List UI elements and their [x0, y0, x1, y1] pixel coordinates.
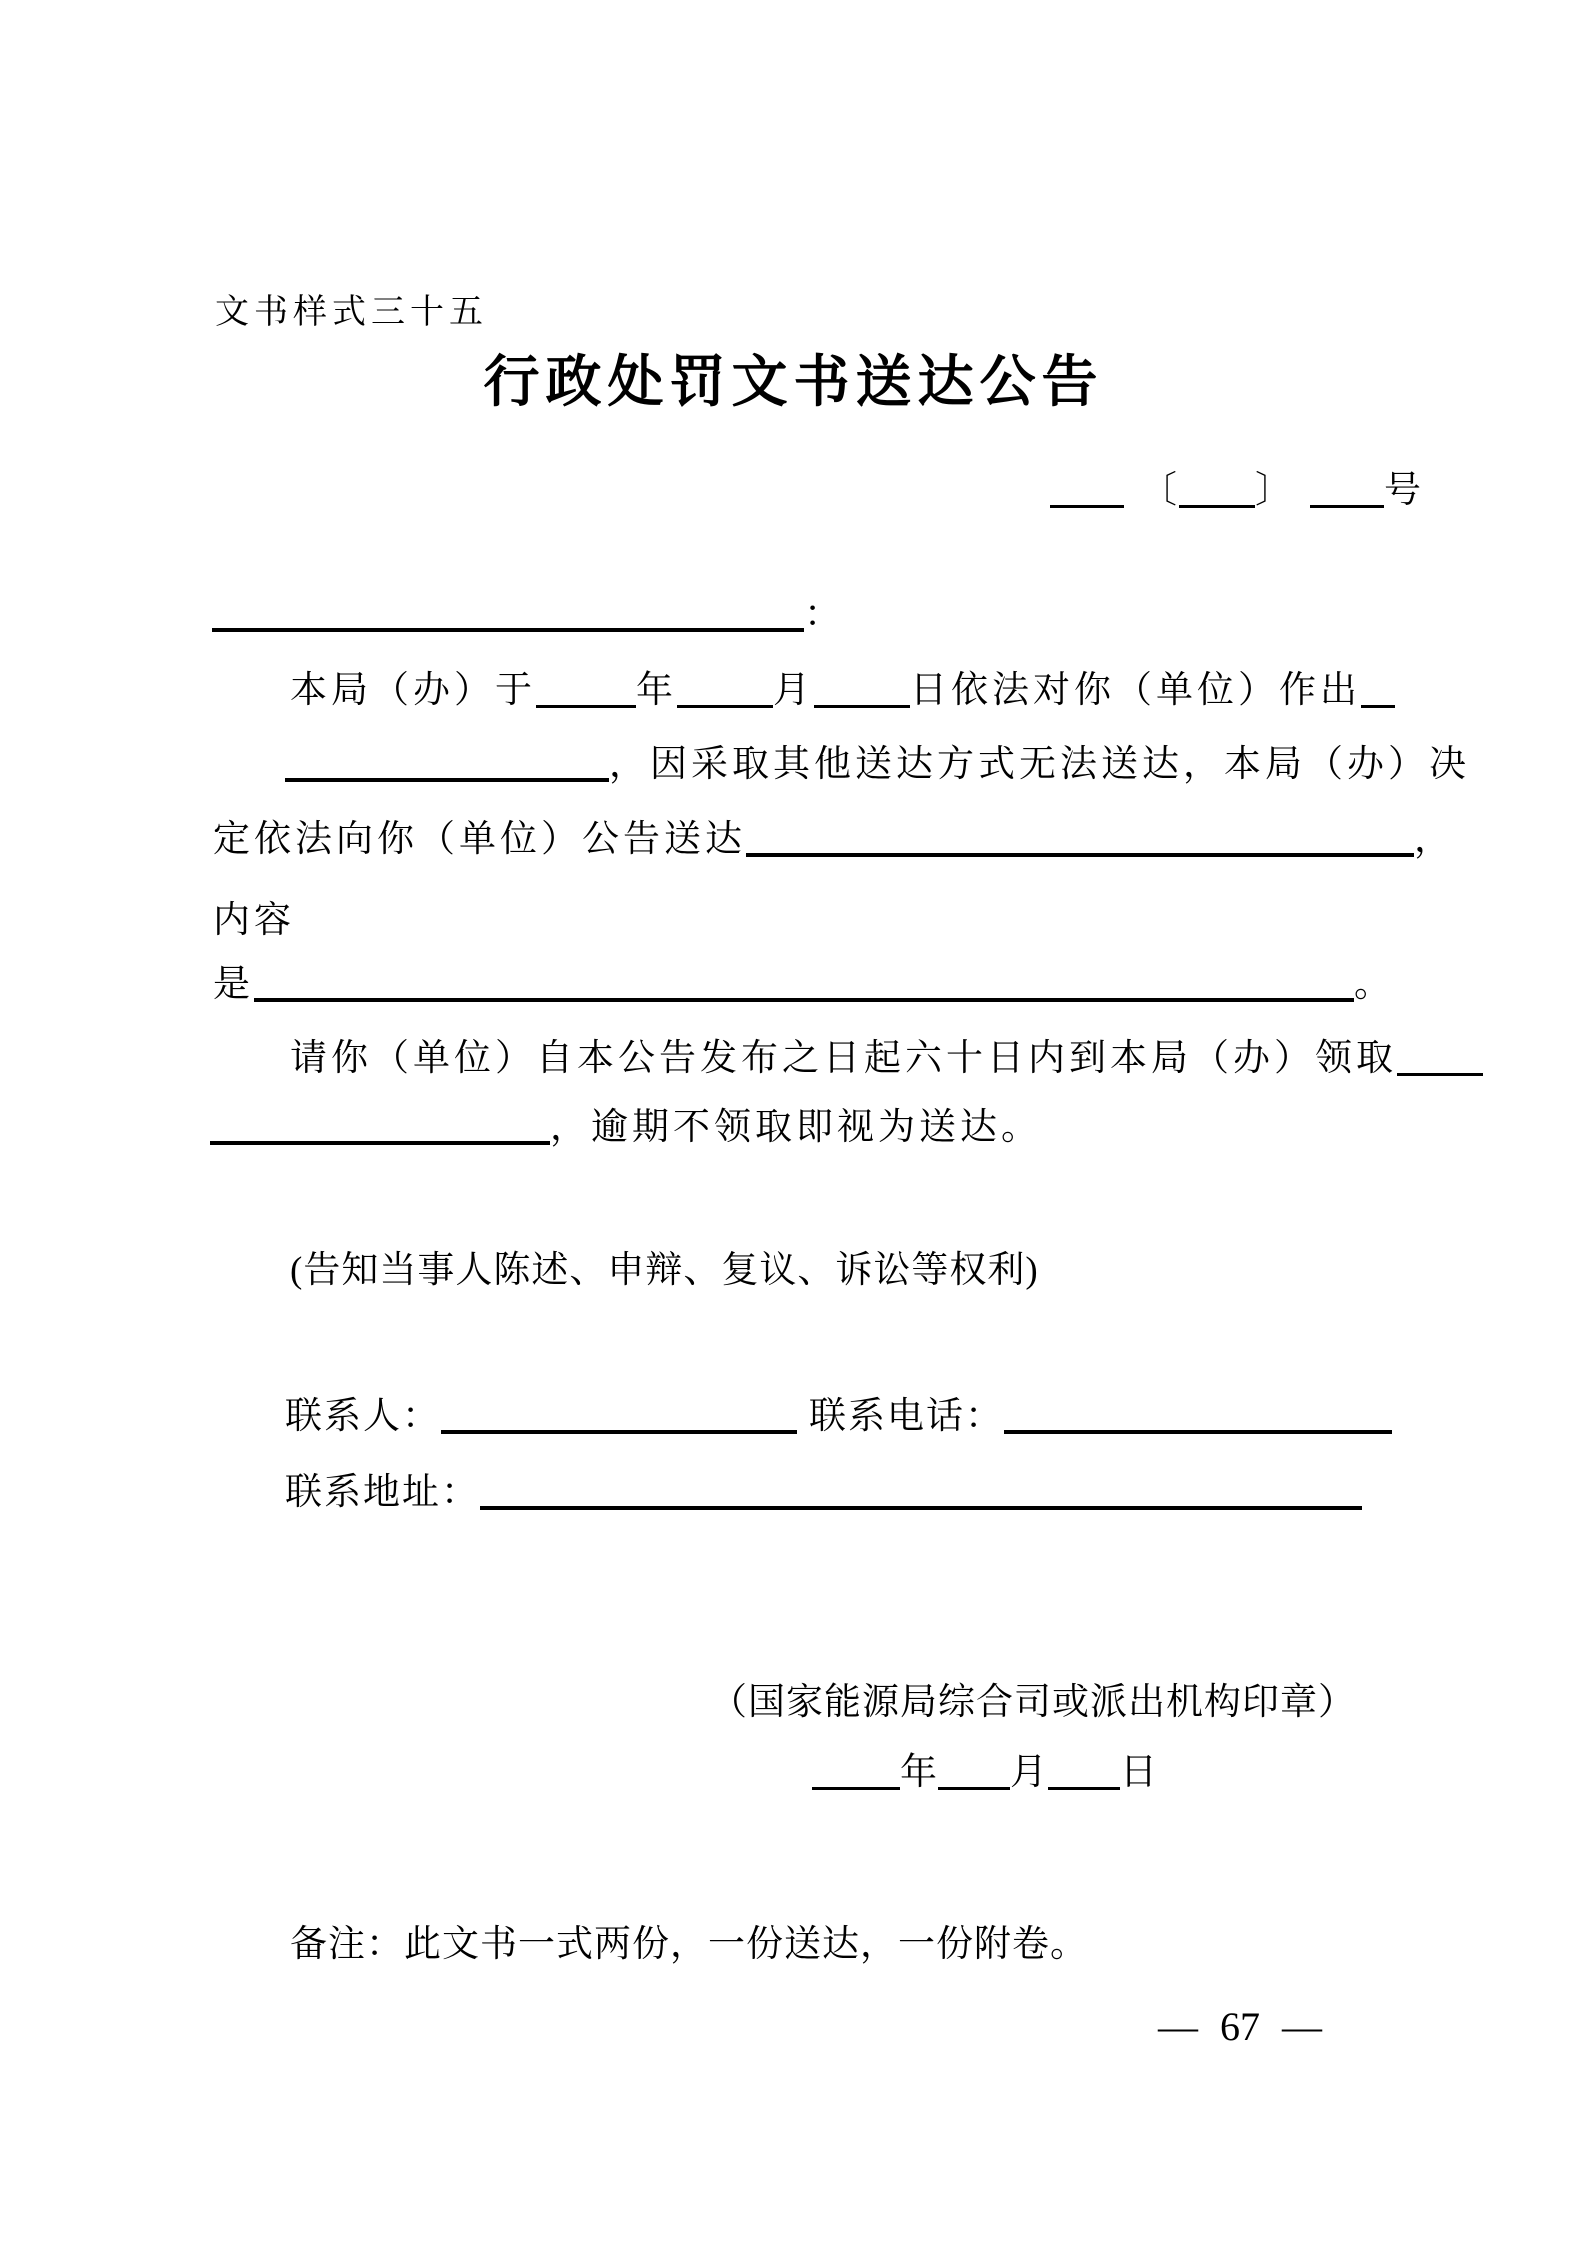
blank-contact-phone	[1004, 1428, 1392, 1434]
blank-doc-number-year	[1179, 503, 1255, 508]
document-title: 行政处罚文书送达公告	[483, 352, 1104, 414]
body-line-3	[213, 817, 1455, 863]
blank-decision-type-start	[1361, 703, 1395, 708]
blank-pickup-item-start	[1397, 1071, 1483, 1076]
remark-line: 备注：此文书一式两份，一份送达，一份附卷。	[290, 1924, 1088, 1965]
blank-sign-year	[812, 1785, 900, 1790]
contact-phone-label: 联系电话：	[809, 1396, 1004, 1437]
blank-sign-month	[938, 1785, 1010, 1790]
body-text: 是	[213, 964, 254, 1005]
form-style-label: 文书样式三十五	[215, 294, 488, 331]
body-text: ，逾期不领取即视为送达。	[550, 1107, 1042, 1148]
seal-note-line: （国家能源局综合司或派出机构印章）	[710, 1682, 1356, 1723]
body-line-5	[213, 962, 1395, 1008]
doc-number-suffix: 号	[1384, 470, 1423, 511]
blank-contact-person	[441, 1428, 797, 1434]
body-text: 日依法对你（单位）作出	[910, 670, 1361, 711]
sign-year-label: 年	[900, 1752, 938, 1793]
blank-sign-day	[1048, 1785, 1120, 1790]
year-label: 年	[636, 670, 677, 711]
signature-date-line	[812, 1750, 1158, 1796]
blank-month	[677, 703, 773, 708]
blank-pickup-item	[210, 1139, 550, 1145]
addressee-colon: ：	[804, 594, 845, 635]
addressee-line	[212, 592, 845, 638]
body-text: 内容	[213, 900, 295, 941]
blank-content	[254, 996, 1354, 1002]
blank-day	[814, 703, 910, 708]
body-text: ，	[1414, 819, 1455, 860]
body-text: 本局（办）于	[290, 670, 536, 711]
body-line-6	[290, 1036, 1483, 1082]
contact-address-label: 联系地址：	[285, 1472, 480, 1513]
sign-month-label: 月	[1010, 1752, 1048, 1793]
doc-number-open-bracket: 〔	[1140, 470, 1179, 511]
contact-person-phone-line	[285, 1394, 1392, 1440]
blank-decision-type	[285, 776, 609, 782]
doc-number-close-bracket: 〕	[1255, 470, 1294, 511]
body-text: 。	[1354, 964, 1395, 1005]
body-text: ，因采取其他送达方式无法送达，本局（办）决	[609, 744, 1470, 785]
blank-doc-number-serial	[1310, 503, 1384, 508]
month-label: 月	[773, 670, 814, 711]
body-line-2	[285, 742, 1470, 788]
blank-document-served	[746, 851, 1414, 857]
page-number: — 67 —	[1158, 2004, 1322, 2049]
rights-note-line: (告知当事人陈述、申辩、复议、诉讼等权利)	[290, 1250, 1039, 1291]
body-line-1	[290, 668, 1395, 714]
blank-doc-number-org	[1050, 503, 1124, 508]
sign-day-label: 日	[1120, 1752, 1158, 1793]
doc-number-line	[1050, 468, 1423, 514]
body-line-4	[213, 898, 295, 944]
body-text: 定依法向你（单位）公告送达	[213, 819, 746, 860]
blank-addressee	[212, 626, 804, 632]
contact-address-line	[285, 1470, 1362, 1516]
body-line-7	[210, 1105, 1042, 1151]
blank-year	[536, 703, 636, 708]
blank-contact-address	[480, 1504, 1362, 1510]
contact-person-label: 联系人：	[285, 1396, 441, 1437]
body-text: 请你（单位）自本公告发布之日起六十日内到本局（办）领取	[290, 1038, 1397, 1079]
